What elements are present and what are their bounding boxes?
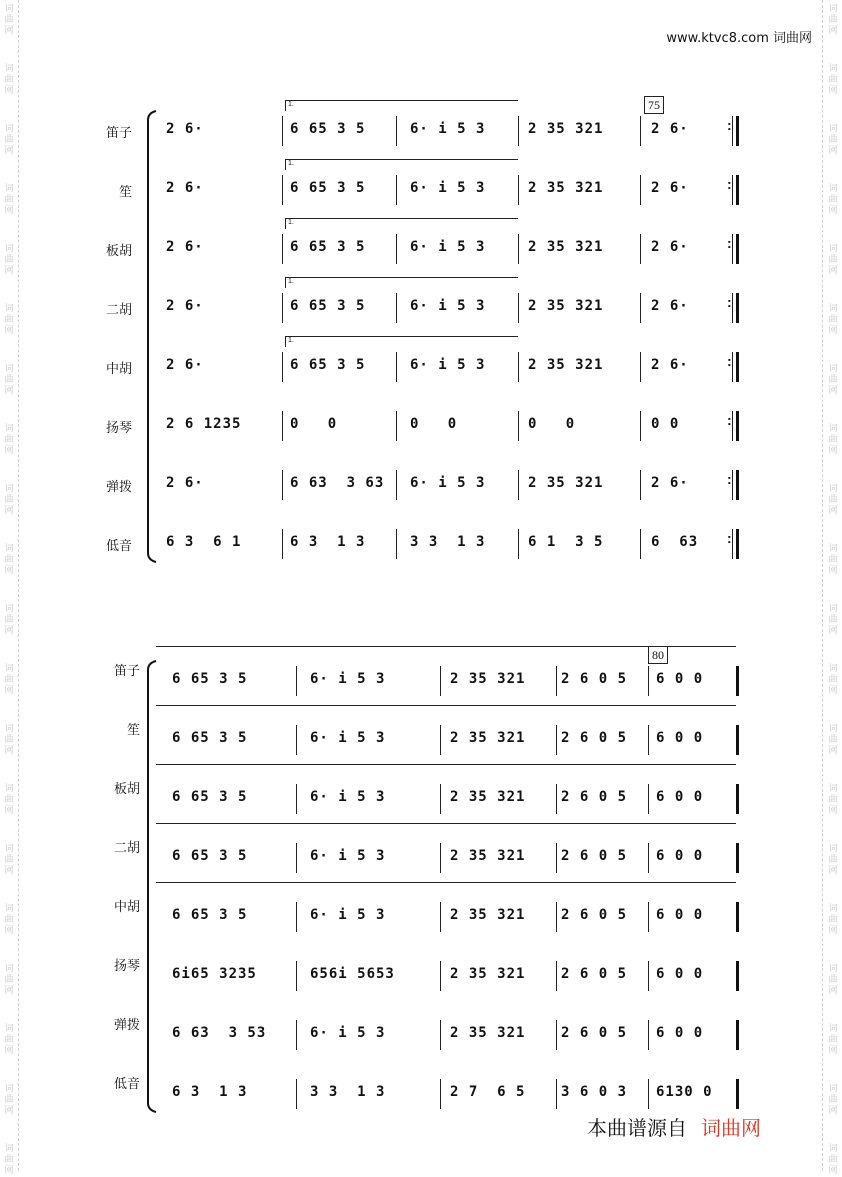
measure-notes: 2 6· <box>166 298 204 314</box>
repeat-dots: : <box>727 353 732 369</box>
barline <box>640 352 641 382</box>
barline <box>396 529 397 559</box>
instrument-label: 低音 <box>113 1077 140 1092</box>
barline <box>396 234 397 264</box>
barline <box>732 175 733 205</box>
barline <box>518 529 519 559</box>
barline <box>396 411 397 441</box>
barline <box>282 411 283 441</box>
barline <box>640 116 641 146</box>
final-barline <box>736 1079 739 1109</box>
barline <box>556 961 557 991</box>
measure-notes: 3 6 0 3 <box>561 1084 628 1100</box>
system-bracket <box>144 660 158 1113</box>
watermark-glyphs: 词 曲 网 <box>828 904 838 936</box>
instrument-label: 弹拨 <box>105 480 132 495</box>
barline <box>296 843 297 873</box>
barline <box>518 411 519 441</box>
measure-notes: 6· i 5 3 <box>410 298 486 314</box>
barline <box>640 234 641 264</box>
watermark-glyphs: 词 曲 网 <box>828 364 838 396</box>
measure-notes: 6130 0 <box>656 1084 713 1100</box>
watermark-glyphs: 词 曲 网 <box>4 904 14 936</box>
watermark-glyphs: 词 曲 网 <box>828 604 838 636</box>
watermark-glyphs: 词 曲 网 <box>828 244 838 276</box>
source-footer <box>587 1112 761 1141</box>
staff-top-line <box>156 646 736 647</box>
measure-notes: 6· i 5 3 <box>310 671 386 687</box>
watermark-glyphs: 词 曲 网 <box>828 184 838 216</box>
measure-notes: 2 35 321 <box>528 180 604 196</box>
barline <box>296 725 297 755</box>
barline <box>296 1020 297 1050</box>
instrument-label: 中胡 <box>105 362 132 377</box>
barline <box>556 902 557 932</box>
watermark-glyphs: 词 曲 网 <box>828 664 838 696</box>
measure-notes: 2 35 321 <box>450 671 526 687</box>
barline <box>440 843 441 873</box>
barline <box>396 293 397 323</box>
measure-notes: 6 65 3 5 <box>290 239 366 255</box>
measure-notes: 2 6· <box>166 121 204 137</box>
measure-notes: 2 35 321 <box>528 298 604 314</box>
barline <box>396 116 397 146</box>
barline <box>640 411 641 441</box>
barline <box>440 961 441 991</box>
measure-notes: 6· i 5 3 <box>310 848 386 864</box>
final-barline <box>736 234 739 264</box>
watermark-glyphs: 词 曲 网 <box>4 1144 14 1176</box>
measure-notes: 2 35 321 <box>450 907 526 923</box>
volta-bracket <box>285 218 518 229</box>
final-barline <box>736 784 739 814</box>
measure-notes: 2 6· <box>651 180 689 196</box>
measure-notes: 2 6· <box>651 475 689 491</box>
barline <box>648 1020 649 1050</box>
barline <box>440 784 441 814</box>
barline <box>282 470 283 500</box>
barline <box>396 175 397 205</box>
measure-notes: 6· i 5 3 <box>410 180 486 196</box>
watermark-glyphs: 词 曲 网 <box>828 64 838 96</box>
system-bracket <box>144 110 158 563</box>
measure-notes: 6 65 3 5 <box>290 180 366 196</box>
measure-notes: 2 6· <box>651 357 689 373</box>
measure-notes: 6 63 <box>651 534 699 550</box>
measure-notes: 6i65 3235 <box>172 966 257 982</box>
watermark-glyphs: 词 曲 网 <box>4 424 14 456</box>
barline <box>296 902 297 932</box>
measure-notes: 6· i 5 3 <box>310 730 386 746</box>
barline <box>556 725 557 755</box>
volta-bracket <box>285 336 518 347</box>
final-barline <box>736 843 739 873</box>
instrument-label: 扬琴 <box>113 959 140 974</box>
barline <box>732 234 733 264</box>
volta-label: 1. <box>288 337 294 344</box>
final-barline <box>736 293 739 323</box>
volta-bracket <box>285 277 518 288</box>
measure-notes: 2 6 0 5 <box>561 848 628 864</box>
barline <box>282 529 283 559</box>
measure-notes: 6 65 3 5 <box>290 357 366 373</box>
staff-top-line <box>156 823 736 824</box>
barline <box>296 666 297 696</box>
measure-notes: 0 0 <box>528 416 576 432</box>
watermark-glyphs: 词 曲 网 <box>828 1144 838 1176</box>
watermark-glyphs: 词 曲 网 <box>4 964 14 996</box>
barline <box>640 470 641 500</box>
watermark-right <box>822 0 841 1176</box>
measure-notes: 2 6 0 5 <box>561 966 628 982</box>
barline <box>440 666 441 696</box>
watermark-glyphs: 词 曲 网 <box>4 124 14 156</box>
measure-notes: 6 65 3 5 <box>172 730 248 746</box>
watermark-glyphs: 词 曲 网 <box>4 604 14 636</box>
barline <box>518 470 519 500</box>
watermark-glyphs: 词 曲 网 <box>828 724 838 756</box>
watermark-glyphs: 词 曲 网 <box>4 724 14 756</box>
measure-notes: 2 35 321 <box>528 357 604 373</box>
measure-notes: 2 6 0 5 <box>561 671 628 687</box>
measure-notes: 6 0 0 <box>656 789 704 805</box>
instrument-label: 笙 <box>118 185 132 200</box>
instrument-label: 弹拨 <box>113 1018 140 1033</box>
barline <box>640 529 641 559</box>
measure-notes: 2 35 321 <box>528 239 604 255</box>
final-barline <box>736 175 739 205</box>
final-barline <box>736 352 739 382</box>
volta-bracket <box>285 159 518 170</box>
watermark-glyphs: 词 曲 网 <box>4 64 14 96</box>
measure-notes: 6 0 0 <box>656 966 704 982</box>
rehearsal-mark: 80 <box>648 646 668 664</box>
measure-notes: 6 1 3 5 <box>528 534 604 550</box>
measure-notes: 2 7 6 5 <box>450 1084 526 1100</box>
measure-notes: 3 3 1 3 <box>410 534 486 550</box>
watermark-glyphs: 词 曲 网 <box>828 1024 838 1056</box>
barline <box>396 470 397 500</box>
watermark-glyphs: 词 曲 网 <box>4 1084 14 1116</box>
measure-notes: 656i 5653 <box>310 966 395 982</box>
measure-notes: 2 6· <box>166 239 204 255</box>
measure-notes: 6 65 3 5 <box>290 298 366 314</box>
barline <box>648 666 649 696</box>
watermark-glyphs: 词 曲 网 <box>828 484 838 516</box>
barline <box>732 116 733 146</box>
final-barline <box>736 411 739 441</box>
barline <box>440 1079 441 1109</box>
measure-notes: 6· i 5 3 <box>410 239 486 255</box>
measure-notes: 6 65 3 5 <box>172 671 248 687</box>
repeat-dots: : <box>727 530 732 546</box>
barline <box>648 725 649 755</box>
watermark-glyphs: 词 曲 网 <box>828 124 838 156</box>
barline <box>556 1020 557 1050</box>
watermark-glyphs: 词 曲 网 <box>4 844 14 876</box>
final-barline <box>736 725 739 755</box>
watermark-glyphs: 词 曲 网 <box>828 964 838 996</box>
watermark-glyphs: 词 曲 网 <box>828 844 838 876</box>
watermark-glyphs: 词 曲 网 <box>4 304 14 336</box>
measure-notes: 6 0 0 <box>656 848 704 864</box>
barline <box>648 784 649 814</box>
final-barline <box>736 116 739 146</box>
measure-notes: 2 35 321 <box>450 789 526 805</box>
barline <box>732 293 733 323</box>
measure-notes: 2 6 0 5 <box>561 730 628 746</box>
watermark-glyphs: 词 曲 网 <box>4 1024 14 1056</box>
barline <box>296 961 297 991</box>
instrument-label: 二胡 <box>113 841 140 856</box>
measure-notes: 6 3 6 1 <box>166 534 242 550</box>
measure-notes: 2 6· <box>166 475 204 491</box>
instrument-label: 二胡 <box>105 303 132 318</box>
measure-notes: 6 63 3 63 <box>290 475 385 491</box>
barline <box>440 725 441 755</box>
rehearsal-mark: 75 <box>644 96 664 114</box>
barline <box>282 116 283 146</box>
repeat-dots: : <box>727 294 732 310</box>
measure-notes: 2 6· <box>651 239 689 255</box>
barline <box>640 175 641 205</box>
measure-notes: 6· i 5 3 <box>310 1025 386 1041</box>
watermark-glyphs: 词 曲 网 <box>4 4 14 36</box>
staff-top-line <box>156 705 736 706</box>
watermark-glyphs: 词 曲 网 <box>4 544 14 576</box>
measure-notes: 2 35 321 <box>450 1025 526 1041</box>
instrument-label: 板胡 <box>105 244 132 259</box>
measure-notes: 6 63 3 53 <box>172 1025 267 1041</box>
barline <box>556 784 557 814</box>
watermark-glyphs: 词 曲 网 <box>828 1084 838 1116</box>
watermark-glyphs: 词 曲 网 <box>4 784 14 816</box>
measure-notes: 3 3 1 3 <box>310 1084 386 1100</box>
measure-notes: 6 65 3 5 <box>172 789 248 805</box>
volta-label: 1. <box>288 160 294 167</box>
instrument-label: 板胡 <box>113 782 140 797</box>
barline <box>556 843 557 873</box>
barline <box>556 666 557 696</box>
watermark-glyphs: 词 曲 网 <box>4 364 14 396</box>
watermark-glyphs: 词 曲 网 <box>828 4 838 36</box>
barline <box>518 293 519 323</box>
final-barline <box>736 529 739 559</box>
watermark-glyphs: 词 曲 网 <box>828 424 838 456</box>
measure-notes: 2 6· <box>651 298 689 314</box>
measure-notes: 6 65 3 5 <box>172 907 248 923</box>
barline <box>282 234 283 264</box>
barline <box>648 843 649 873</box>
instrument-label: 笛子 <box>113 664 140 679</box>
barline <box>732 529 733 559</box>
barline <box>518 352 519 382</box>
measure-notes: 6 3 1 3 <box>172 1084 248 1100</box>
watermark-glyphs: 词 曲 网 <box>828 784 838 816</box>
barline <box>648 902 649 932</box>
measure-notes: 2 6· <box>166 180 204 196</box>
barline <box>282 293 283 323</box>
measure-notes: 6 0 0 <box>656 671 704 687</box>
final-barline <box>736 902 739 932</box>
barline <box>518 116 519 146</box>
barline <box>648 961 649 991</box>
staff-top-line <box>156 764 736 765</box>
barline <box>440 902 441 932</box>
measure-notes: 6· i 5 3 <box>410 121 486 137</box>
watermark-glyphs: 词 曲 网 <box>4 664 14 696</box>
final-barline <box>736 961 739 991</box>
watermark-glyphs: 词 曲 网 <box>4 244 14 276</box>
barline <box>518 175 519 205</box>
barline <box>732 411 733 441</box>
barline <box>556 1079 557 1109</box>
measure-notes: 2 35 321 <box>450 730 526 746</box>
barline <box>396 352 397 382</box>
repeat-dots: : <box>727 471 732 487</box>
barline <box>440 1020 441 1050</box>
measure-notes: 6 0 0 <box>656 907 704 923</box>
measure-notes: 6 0 0 <box>656 730 704 746</box>
instrument-label: 笛子 <box>105 126 132 141</box>
watermark-glyphs: 词 曲 网 <box>4 184 14 216</box>
barline <box>282 352 283 382</box>
barline <box>518 234 519 264</box>
instrument-label: 低音 <box>105 539 132 554</box>
watermark-glyphs: 词 曲 网 <box>828 544 838 576</box>
measure-notes: 6· i 5 3 <box>410 357 486 373</box>
instrument-label: 中胡 <box>113 900 140 915</box>
final-barline <box>736 470 739 500</box>
measure-notes: 6· i 5 3 <box>410 475 486 491</box>
measure-notes: 0 0 <box>651 416 680 432</box>
volta-label: 1. <box>288 101 294 108</box>
measure-notes: 2 35 321 <box>528 475 604 491</box>
volta-label: 1. <box>288 278 294 285</box>
measure-notes: 2 6· <box>166 357 204 373</box>
repeat-dots: : <box>727 412 732 428</box>
measure-notes: 2 6 0 5 <box>561 789 628 805</box>
final-barline <box>736 1020 739 1050</box>
barline <box>282 175 283 205</box>
measure-notes: 0 0 <box>290 416 338 432</box>
measure-notes: 2 6 0 5 <box>561 907 628 923</box>
barline <box>732 470 733 500</box>
instrument-label: 笙 <box>126 723 140 738</box>
barline <box>648 1079 649 1109</box>
measure-notes: 6 65 3 5 <box>290 121 366 137</box>
barline <box>732 352 733 382</box>
measure-notes: 2 6· <box>651 121 689 137</box>
measure-notes: 6 65 3 5 <box>172 848 248 864</box>
watermark-glyphs: 词 曲 网 <box>828 304 838 336</box>
measure-notes: 2 6 1235 <box>166 416 242 432</box>
barline <box>640 293 641 323</box>
measure-notes: 2 35 321 <box>450 848 526 864</box>
watermark-glyphs: 词 曲 网 <box>4 484 14 516</box>
instrument-label: 扬琴 <box>105 421 132 436</box>
measure-notes: 6· i 5 3 <box>310 789 386 805</box>
volta-label: 1. <box>288 219 294 226</box>
site-header: www.ktvc8.com 词曲网 <box>666 31 812 46</box>
final-barline <box>736 666 739 696</box>
repeat-dots: : <box>727 176 732 192</box>
measure-notes: 6 0 0 <box>656 1025 704 1041</box>
measure-notes: 6· i 5 3 <box>310 907 386 923</box>
watermark-left <box>0 0 19 1176</box>
repeat-dots: : <box>727 117 732 133</box>
brand-label: 词曲网 <box>701 1116 761 1140</box>
repeat-dots: : <box>727 235 732 251</box>
staff-top-line <box>156 882 736 883</box>
measure-notes: 2 35 321 <box>528 121 604 137</box>
measure-notes: 0 0 <box>410 416 458 432</box>
barline <box>296 1079 297 1109</box>
measure-notes: 2 6 0 5 <box>561 1025 628 1041</box>
barline <box>296 784 297 814</box>
volta-bracket <box>285 100 518 111</box>
measure-notes: 2 35 321 <box>450 966 526 982</box>
source-label: 本曲谱源自 <box>587 1116 687 1140</box>
measure-notes: 6 3 1 3 <box>290 534 366 550</box>
